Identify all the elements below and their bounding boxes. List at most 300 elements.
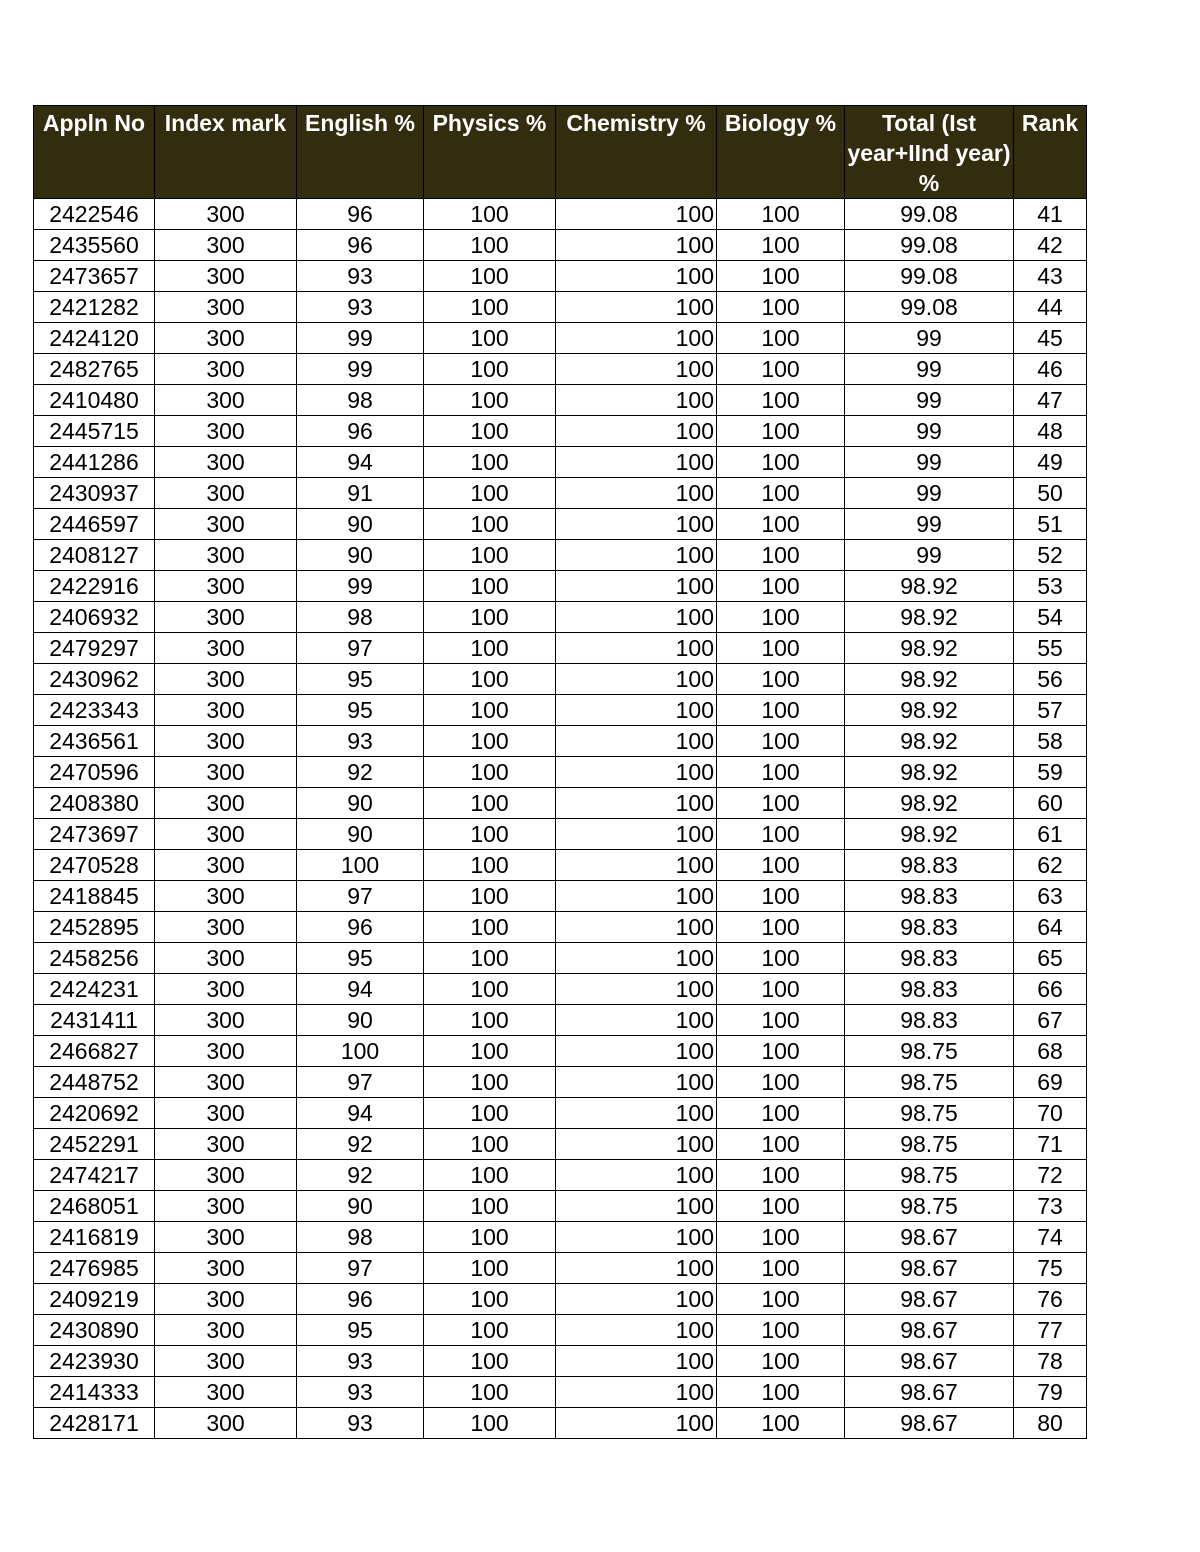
total-cell: 98.67 [845,1253,1014,1284]
rank-cell: 63 [1014,881,1087,912]
index-mark-cell: 300 [155,1098,297,1129]
biology-cell: 100 [717,292,845,323]
table-row [34,974,1087,1005]
index-mark-cell: 300 [155,912,297,943]
table-row [34,819,1087,850]
header-english: English % [297,106,424,199]
rank-cell: 67 [1014,1005,1087,1036]
total-cell: 99 [845,354,1014,385]
biology-cell: 100 [717,788,845,819]
table-row [34,478,1087,509]
biology-cell: 100 [717,385,845,416]
appln-no-cell: 2466827 [34,1036,155,1067]
physics-cell: 100 [424,1222,556,1253]
biology-cell: 100 [717,881,845,912]
biology-cell: 100 [717,726,845,757]
chemistry-cell: 100 [556,509,717,540]
english-cell: 92 [297,1129,424,1160]
index-mark-cell: 300 [155,726,297,757]
table-row [34,602,1087,633]
index-mark-cell: 300 [155,602,297,633]
appln-no-cell: 2408127 [34,540,155,571]
english-cell: 96 [297,230,424,261]
appln-no-cell: 2420692 [34,1098,155,1129]
english-cell: 96 [297,416,424,447]
total-cell: 98.67 [845,1408,1014,1439]
appln-no-cell: 2476985 [34,1253,155,1284]
table-row [34,881,1087,912]
rank-cell: 71 [1014,1129,1087,1160]
english-cell: 99 [297,571,424,602]
index-mark-cell: 300 [155,447,297,478]
physics-cell: 100 [424,1253,556,1284]
biology-cell: 100 [717,912,845,943]
english-cell: 90 [297,1191,424,1222]
rank-cell: 46 [1014,354,1087,385]
total-cell: 99 [845,385,1014,416]
appln-no-cell: 2436561 [34,726,155,757]
total-cell: 98.92 [845,726,1014,757]
rank-list-table [33,105,1087,1439]
index-mark-cell: 300 [155,416,297,447]
total-cell: 99 [845,416,1014,447]
table-row [34,292,1087,323]
chemistry-cell: 100 [556,695,717,726]
index-mark-cell: 300 [155,261,297,292]
total-cell: 98.75 [845,1098,1014,1129]
biology-cell: 100 [717,1129,845,1160]
chemistry-cell: 100 [556,478,717,509]
index-mark-cell: 300 [155,1253,297,1284]
english-cell: 95 [297,664,424,695]
table-row [34,1284,1087,1315]
total-cell: 98.92 [845,664,1014,695]
chemistry-cell: 100 [556,1284,717,1315]
physics-cell: 100 [424,1284,556,1315]
table-row [34,1098,1087,1129]
biology-cell: 100 [717,1005,845,1036]
biology-cell: 100 [717,1346,845,1377]
index-mark-cell: 300 [155,1284,297,1315]
appln-no-cell: 2409219 [34,1284,155,1315]
appln-no-cell: 2430937 [34,478,155,509]
english-cell: 93 [297,1377,424,1408]
biology-cell: 100 [717,1191,845,1222]
header-appln-no: Appln No [34,106,155,199]
index-mark-cell: 300 [155,695,297,726]
physics-cell: 100 [424,354,556,385]
chemistry-cell: 100 [556,912,717,943]
chemistry-cell: 100 [556,1222,717,1253]
biology-cell: 100 [717,261,845,292]
chemistry-cell: 100 [556,1315,717,1346]
biology-cell: 100 [717,1253,845,1284]
chemistry-cell: 100 [556,1036,717,1067]
total-cell: 99 [845,323,1014,354]
rank-cell: 54 [1014,602,1087,633]
english-cell: 92 [297,757,424,788]
chemistry-cell: 100 [556,664,717,695]
rank-cell: 79 [1014,1377,1087,1408]
appln-no-cell: 2431411 [34,1005,155,1036]
english-cell: 95 [297,943,424,974]
header-row [34,106,1087,199]
total-cell: 98.75 [845,1067,1014,1098]
appln-no-cell: 2452291 [34,1129,155,1160]
total-cell: 98.75 [845,1160,1014,1191]
physics-cell: 100 [424,850,556,881]
rank-cell: 47 [1014,385,1087,416]
chemistry-cell: 100 [556,850,717,881]
chemistry-cell: 100 [556,571,717,602]
english-cell: 93 [297,292,424,323]
total-cell: 98.83 [845,881,1014,912]
physics-cell: 100 [424,1191,556,1222]
table-row [34,261,1087,292]
index-mark-cell: 300 [155,199,297,230]
appln-no-cell: 2473697 [34,819,155,850]
biology-cell: 100 [717,757,845,788]
biology-cell: 100 [717,819,845,850]
biology-cell: 100 [717,571,845,602]
total-cell: 98.83 [845,912,1014,943]
index-mark-cell: 300 [155,509,297,540]
total-cell: 98.92 [845,602,1014,633]
physics-cell: 100 [424,1160,556,1191]
physics-cell: 100 [424,1005,556,1036]
appln-no-cell: 2421282 [34,292,155,323]
physics-cell: 100 [424,509,556,540]
biology-cell: 100 [717,1067,845,1098]
biology-cell: 100 [717,478,845,509]
rank-cell: 49 [1014,447,1087,478]
physics-cell: 100 [424,385,556,416]
table-row [34,1036,1087,1067]
table-row [34,943,1087,974]
header-total: Total (Ist year+IInd year) % [845,106,1014,199]
rank-cell: 69 [1014,1067,1087,1098]
index-mark-cell: 300 [155,1222,297,1253]
appln-no-cell: 2430962 [34,664,155,695]
rank-cell: 76 [1014,1284,1087,1315]
biology-cell: 100 [717,230,845,261]
table-row [34,1191,1087,1222]
appln-no-cell: 2422916 [34,571,155,602]
chemistry-cell: 100 [556,726,717,757]
appln-no-cell: 2408380 [34,788,155,819]
total-cell: 99 [845,540,1014,571]
rank-cell: 56 [1014,664,1087,695]
physics-cell: 100 [424,1346,556,1377]
english-cell: 90 [297,819,424,850]
biology-cell: 100 [717,1098,845,1129]
biology-cell: 100 [717,540,845,571]
biology-cell: 100 [717,354,845,385]
physics-cell: 100 [424,664,556,695]
table-row [34,912,1087,943]
english-cell: 97 [297,881,424,912]
table-row [34,726,1087,757]
table-row [34,788,1087,819]
index-mark-cell: 300 [155,1067,297,1098]
appln-no-cell: 2430890 [34,1315,155,1346]
chemistry-cell: 100 [556,881,717,912]
rank-cell: 53 [1014,571,1087,602]
index-mark-cell: 300 [155,323,297,354]
total-cell: 98.67 [845,1346,1014,1377]
table-row [34,230,1087,261]
english-cell: 93 [297,1408,424,1439]
physics-cell: 100 [424,571,556,602]
index-mark-cell: 300 [155,757,297,788]
chemistry-cell: 100 [556,633,717,664]
biology-cell: 100 [717,199,845,230]
table-row [34,199,1087,230]
physics-cell: 100 [424,819,556,850]
table-row [34,1129,1087,1160]
physics-cell: 100 [424,602,556,633]
biology-cell: 100 [717,1036,845,1067]
english-cell: 90 [297,540,424,571]
biology-cell: 100 [717,850,845,881]
rank-cell: 62 [1014,850,1087,881]
total-cell: 98.92 [845,757,1014,788]
rank-cell: 50 [1014,478,1087,509]
biology-cell: 100 [717,1377,845,1408]
total-cell: 98.92 [845,819,1014,850]
total-cell: 99 [845,509,1014,540]
english-cell: 94 [297,974,424,1005]
rank-cell: 66 [1014,974,1087,1005]
biology-cell: 100 [717,447,845,478]
rank-cell: 41 [1014,199,1087,230]
total-cell: 99.08 [845,292,1014,323]
physics-cell: 100 [424,199,556,230]
table-row [34,1005,1087,1036]
rank-cell: 45 [1014,323,1087,354]
biology-cell: 100 [717,974,845,1005]
total-cell: 98.92 [845,571,1014,602]
table-row [34,323,1087,354]
biology-cell: 100 [717,943,845,974]
total-cell: 98.83 [845,974,1014,1005]
header-physics: Physics % [424,106,556,199]
rank-cell: 80 [1014,1408,1087,1439]
table-row [34,1222,1087,1253]
table-row [34,540,1087,571]
index-mark-cell: 300 [155,571,297,602]
index-mark-cell: 300 [155,292,297,323]
english-cell: 94 [297,447,424,478]
rank-cell: 68 [1014,1036,1087,1067]
index-mark-cell: 300 [155,819,297,850]
chemistry-cell: 100 [556,292,717,323]
appln-no-cell: 2441286 [34,447,155,478]
index-mark-cell: 300 [155,850,297,881]
index-mark-cell: 300 [155,1315,297,1346]
english-cell: 90 [297,788,424,819]
index-mark-cell: 300 [155,1191,297,1222]
chemistry-cell: 100 [556,819,717,850]
rank-cell: 42 [1014,230,1087,261]
chemistry-cell: 100 [556,1191,717,1222]
appln-no-cell: 2423930 [34,1346,155,1377]
total-cell: 98.75 [845,1191,1014,1222]
biology-cell: 100 [717,1284,845,1315]
appln-no-cell: 2424120 [34,323,155,354]
total-cell: 98.92 [845,695,1014,726]
chemistry-cell: 100 [556,1160,717,1191]
index-mark-cell: 300 [155,354,297,385]
appln-no-cell: 2448752 [34,1067,155,1098]
appln-no-cell: 2470596 [34,757,155,788]
header-rank: Rank [1014,106,1087,199]
table-row [34,1377,1087,1408]
english-cell: 99 [297,323,424,354]
rank-cell: 43 [1014,261,1087,292]
total-cell: 98.67 [845,1222,1014,1253]
physics-cell: 100 [424,323,556,354]
total-cell: 98.83 [845,1005,1014,1036]
appln-no-cell: 2423343 [34,695,155,726]
biology-cell: 100 [717,695,845,726]
table-row [34,664,1087,695]
rank-cell: 72 [1014,1160,1087,1191]
appln-no-cell: 2473657 [34,261,155,292]
rank-cell: 64 [1014,912,1087,943]
rank-cell: 48 [1014,416,1087,447]
table-row [34,1160,1087,1191]
index-mark-cell: 300 [155,1346,297,1377]
physics-cell: 100 [424,1098,556,1129]
total-cell: 98.67 [845,1315,1014,1346]
chemistry-cell: 100 [556,1129,717,1160]
appln-no-cell: 2418845 [34,881,155,912]
table-row [34,1408,1087,1439]
total-cell: 98.92 [845,788,1014,819]
physics-cell: 100 [424,1036,556,1067]
rank-cell: 44 [1014,292,1087,323]
index-mark-cell: 300 [155,1036,297,1067]
index-mark-cell: 300 [155,881,297,912]
appln-no-cell: 2414333 [34,1377,155,1408]
physics-cell: 100 [424,974,556,1005]
table-row [34,1253,1087,1284]
english-cell: 96 [297,199,424,230]
rank-cell: 55 [1014,633,1087,664]
rank-cell: 57 [1014,695,1087,726]
physics-cell: 100 [424,726,556,757]
index-mark-cell: 300 [155,633,297,664]
rank-cell: 58 [1014,726,1087,757]
index-mark-cell: 300 [155,943,297,974]
english-cell: 93 [297,726,424,757]
physics-cell: 100 [424,881,556,912]
index-mark-cell: 300 [155,974,297,1005]
chemistry-cell: 100 [556,261,717,292]
physics-cell: 100 [424,478,556,509]
physics-cell: 100 [424,540,556,571]
chemistry-cell: 100 [556,323,717,354]
physics-cell: 100 [424,1408,556,1439]
chemistry-cell: 100 [556,602,717,633]
rank-cell: 51 [1014,509,1087,540]
table-row [34,354,1087,385]
rank-cell: 78 [1014,1346,1087,1377]
physics-cell: 100 [424,1377,556,1408]
appln-no-cell: 2458256 [34,943,155,974]
physics-cell: 100 [424,1129,556,1160]
chemistry-cell: 100 [556,1408,717,1439]
index-mark-cell: 300 [155,1377,297,1408]
table-row [34,447,1087,478]
index-mark-cell: 300 [155,540,297,571]
appln-no-cell: 2452895 [34,912,155,943]
appln-no-cell: 2445715 [34,416,155,447]
physics-cell: 100 [424,943,556,974]
index-mark-cell: 300 [155,788,297,819]
english-cell: 97 [297,1253,424,1284]
appln-no-cell: 2470528 [34,850,155,881]
rank-cell: 59 [1014,757,1087,788]
english-cell: 93 [297,261,424,292]
physics-cell: 100 [424,1067,556,1098]
table-row [34,633,1087,664]
rank-cell: 75 [1014,1253,1087,1284]
physics-cell: 100 [424,757,556,788]
chemistry-cell: 100 [556,1067,717,1098]
table-row [34,695,1087,726]
english-cell: 98 [297,602,424,633]
table-header [34,106,1087,199]
physics-cell: 100 [424,1315,556,1346]
english-cell: 95 [297,1315,424,1346]
index-mark-cell: 300 [155,1160,297,1191]
biology-cell: 100 [717,664,845,695]
total-cell: 98.75 [845,1129,1014,1160]
rank-cell: 73 [1014,1191,1087,1222]
total-cell: 98.75 [845,1036,1014,1067]
index-mark-cell: 300 [155,664,297,695]
chemistry-cell: 100 [556,230,717,261]
biology-cell: 100 [717,1315,845,1346]
physics-cell: 100 [424,788,556,819]
english-cell: 99 [297,354,424,385]
total-cell: 99.08 [845,230,1014,261]
biology-cell: 100 [717,1222,845,1253]
table-body [34,199,1087,1439]
chemistry-cell: 100 [556,757,717,788]
appln-no-cell: 2406932 [34,602,155,633]
header-chemistry: Chemistry % [556,106,717,199]
physics-cell: 100 [424,695,556,726]
biology-cell: 100 [717,1160,845,1191]
rank-cell: 52 [1014,540,1087,571]
appln-no-cell: 2482765 [34,354,155,385]
appln-no-cell: 2416819 [34,1222,155,1253]
total-cell: 99 [845,447,1014,478]
english-cell: 96 [297,912,424,943]
total-cell: 99.08 [845,199,1014,230]
total-cell: 99.08 [845,261,1014,292]
chemistry-cell: 100 [556,1346,717,1377]
physics-cell: 100 [424,912,556,943]
english-cell: 95 [297,695,424,726]
total-cell: 98.67 [845,1284,1014,1315]
index-mark-cell: 300 [155,478,297,509]
index-mark-cell: 300 [155,1005,297,1036]
appln-no-cell: 2479297 [34,633,155,664]
